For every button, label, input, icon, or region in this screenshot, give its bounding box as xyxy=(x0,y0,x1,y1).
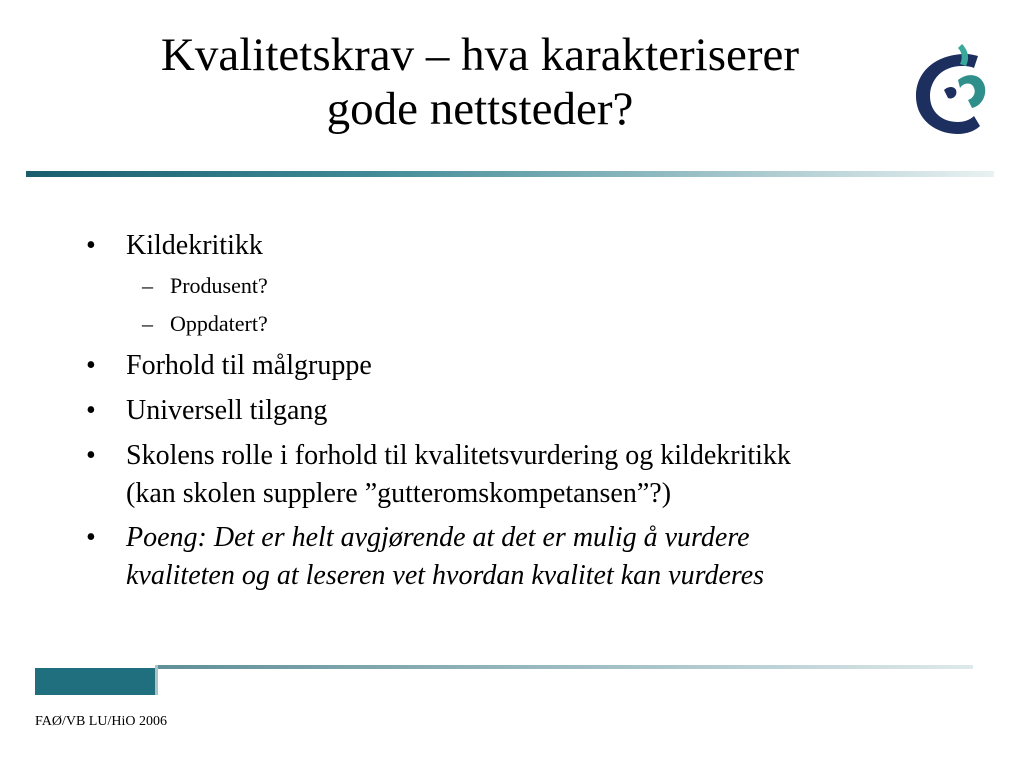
bullet-marker: • xyxy=(86,350,96,381)
bullet-universell-tilgang: Universell tilgang xyxy=(126,395,328,426)
bullet-poeng xyxy=(126,519,966,595)
bullet-kildekritikk: Kildekritikk xyxy=(126,230,263,261)
sub-bullet-marker: – xyxy=(142,273,153,298)
footer-accent-block xyxy=(35,668,155,695)
bullet-line-1: Poeng: Det er helt avgjørende at det er mulig å vurdere xyxy=(126,522,750,553)
sub-bullet-produsent: Produsent? xyxy=(170,273,268,298)
footer-credit: FAØ/VB LU/HiO 2006 xyxy=(35,714,167,729)
bullet-marker: • xyxy=(86,522,96,553)
bullet-malgruppe: Forhold til målgruppe xyxy=(126,350,372,381)
sub-bullet-marker: – xyxy=(142,311,153,336)
footer-divider xyxy=(155,665,973,669)
footer-divider-notch xyxy=(155,665,158,695)
title-line-1: Kvalitetskrav – hva karakteriserer xyxy=(160,29,800,81)
bullet-skolens-rolle xyxy=(126,437,966,513)
bullet-marker: • xyxy=(86,230,96,261)
title-line-2: gode nettsteder? xyxy=(326,83,634,135)
bullet-line-2: kvaliteten og at leseren vet hvordan kvalitet kan vurderes xyxy=(126,560,765,591)
bullet-line-2: (kan skolen supplere ”gutteromskompetansen”?) xyxy=(126,478,672,509)
bullet-marker: • xyxy=(86,440,96,471)
bullet-line-1: Skolens rolle i forhold til kvalitetsvurdering og kildekritikk xyxy=(126,440,791,471)
sub-bullet-oppdatert: Oppdatert? xyxy=(170,311,268,336)
bullet-marker: • xyxy=(86,395,96,426)
